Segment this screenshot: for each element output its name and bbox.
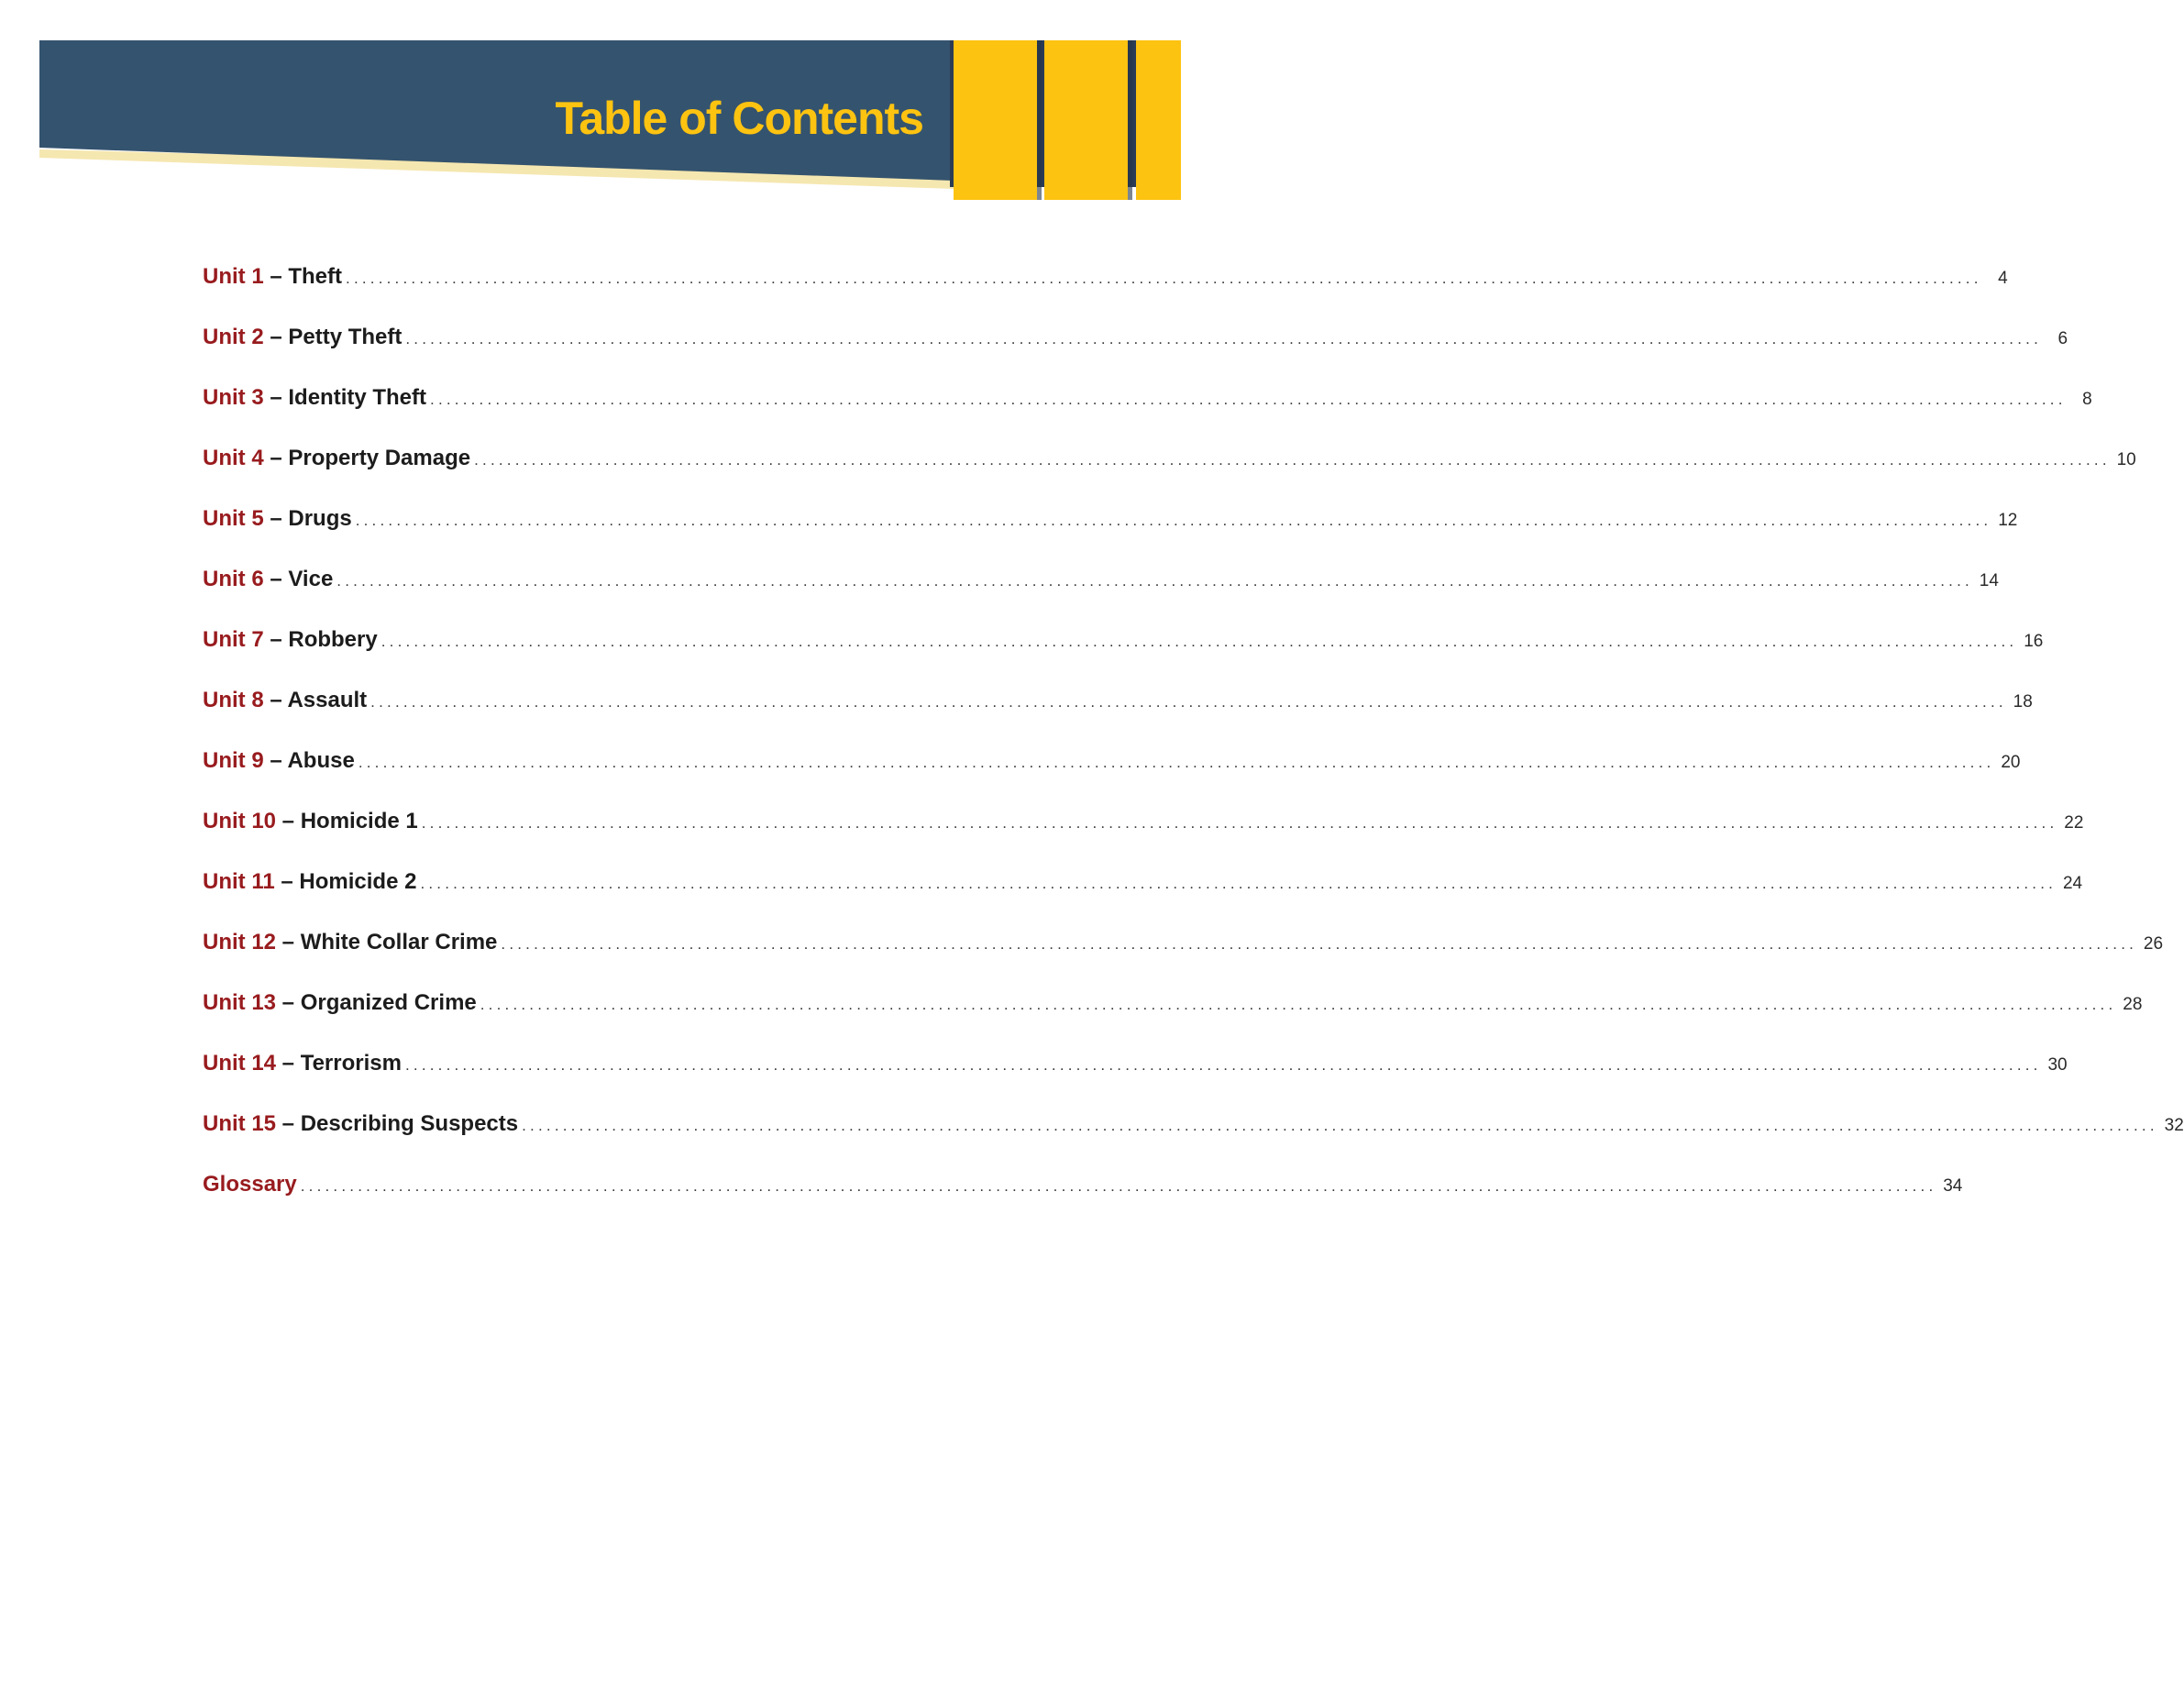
unit-title: White Collar Crime bbox=[300, 930, 498, 954]
separator-dash: – bbox=[276, 930, 301, 954]
unit-number: Unit 15 bbox=[203, 1111, 277, 1136]
unit-title: Terrorism bbox=[300, 1051, 402, 1076]
toc-entry-label bbox=[203, 325, 402, 350]
unit-number: Unit 14 bbox=[203, 1051, 277, 1076]
yellow-tab-1 bbox=[954, 40, 1037, 200]
page-number: 26 bbox=[2143, 934, 2164, 954]
toc-entry[interactable] bbox=[203, 869, 2083, 930]
separator-dash: – bbox=[263, 264, 289, 289]
toc-entry[interactable] bbox=[203, 990, 2143, 1051]
toc-entry-label bbox=[203, 385, 426, 411]
page-number: 12 bbox=[1998, 511, 2018, 530]
page-number: 10 bbox=[2116, 450, 2136, 469]
dot-leader: ........................................................................................................................................................................................................ bbox=[405, 330, 2043, 348]
toc-entry-label bbox=[203, 809, 418, 834]
toc-entry-label bbox=[203, 688, 367, 713]
page-number: 6 bbox=[2057, 329, 2068, 348]
unit-title: Robbery bbox=[288, 627, 378, 652]
unit-number: Unit 9 bbox=[203, 748, 264, 773]
separator-dash: – bbox=[276, 1051, 301, 1076]
unit-title: Property Damage bbox=[288, 446, 471, 470]
toc-entry-label bbox=[203, 446, 470, 471]
unit-number: Unit 2 bbox=[203, 325, 264, 349]
toc-entry-label bbox=[203, 748, 355, 774]
separator-dash: – bbox=[263, 506, 289, 531]
separator-dash: – bbox=[276, 990, 301, 1015]
page-number: 20 bbox=[2001, 753, 2021, 772]
toc-entry[interactable] bbox=[203, 930, 2164, 990]
toc-entry-label bbox=[203, 627, 378, 653]
unit-title: Theft bbox=[288, 264, 343, 289]
dot-leader: ........................................................................................................................................................................................................ bbox=[355, 512, 1992, 529]
unit-number: Unit 10 bbox=[203, 809, 277, 833]
toc-entry[interactable] bbox=[203, 1111, 2184, 1172]
toc-entry[interactable] bbox=[203, 1051, 2068, 1111]
unit-number: Unit 6 bbox=[203, 567, 264, 591]
unit-number: Unit 11 bbox=[203, 869, 275, 894]
unit-number: Glossary bbox=[203, 1172, 297, 1197]
dot-leader: ........................................................................................................................................................................................................ bbox=[300, 1177, 1937, 1195]
dot-leader: ........................................................................................................................................................................................................ bbox=[420, 875, 2057, 892]
dot-leader: ........................................................................................................................................................................................................ bbox=[346, 270, 1982, 287]
toc-entry[interactable] bbox=[203, 627, 2044, 688]
toc-entry-label bbox=[203, 1111, 518, 1137]
unit-number: Unit 12 bbox=[203, 930, 277, 954]
dot-leader: ........................................................................................................................................................................................................ bbox=[421, 814, 2058, 832]
dot-leader: ........................................................................................................................................................................................................ bbox=[474, 451, 2111, 469]
toc-entry-label bbox=[203, 264, 342, 290]
page-number: 8 bbox=[2082, 390, 2092, 409]
toc-entry[interactable] bbox=[203, 506, 2018, 567]
dot-leader: ........................................................................................................................................................................................................ bbox=[404, 1056, 2042, 1074]
separator-dash: – bbox=[263, 748, 288, 773]
separator-dash: – bbox=[263, 385, 289, 410]
unit-number: Unit 8 bbox=[203, 688, 264, 712]
toc-entry[interactable] bbox=[203, 385, 2092, 446]
unit-title: Describing Suspects bbox=[300, 1111, 519, 1136]
dot-leader: ........................................................................................................................................................................................................ bbox=[336, 572, 1973, 590]
page-number: 18 bbox=[2013, 692, 2033, 712]
toc-entry[interactable] bbox=[203, 1172, 1963, 1232]
unit-number: Unit 4 bbox=[203, 446, 264, 470]
page-number: 34 bbox=[1943, 1176, 1963, 1196]
page-number: 24 bbox=[2062, 874, 2083, 893]
tab-shadow-2 bbox=[1128, 40, 1132, 200]
dot-leader: ........................................................................................................................................................................................................ bbox=[430, 391, 2067, 408]
dot-leader: ........................................................................................................................................................................................................ bbox=[370, 693, 2007, 711]
toc-entry-label bbox=[203, 567, 333, 592]
toc-entry[interactable] bbox=[203, 688, 2033, 748]
yellow-tab-3 bbox=[1136, 40, 1181, 200]
table-of-contents bbox=[203, 264, 2184, 1232]
separator-dash: – bbox=[274, 869, 300, 894]
unit-title: Identity Theft bbox=[288, 385, 427, 410]
toc-entry-label bbox=[203, 869, 416, 895]
separator-dash: – bbox=[263, 627, 289, 652]
page-number: 32 bbox=[2164, 1116, 2184, 1135]
dot-leader: ........................................................................................................................................................................................................ bbox=[358, 754, 1995, 771]
toc-entry[interactable] bbox=[203, 748, 2021, 809]
unit-number: Unit 7 bbox=[203, 627, 264, 652]
dot-leader: ........................................................................................................................................................................................................ bbox=[501, 935, 2138, 953]
toc-entry-label bbox=[203, 1051, 402, 1076]
separator-dash: – bbox=[263, 446, 289, 470]
toc-entry[interactable] bbox=[203, 446, 2136, 506]
unit-title: Vice bbox=[288, 567, 334, 591]
toc-entry[interactable] bbox=[203, 264, 2008, 325]
page-number: 22 bbox=[2064, 813, 2084, 833]
dot-leader: ........................................................................................................................................................................................................ bbox=[480, 996, 2117, 1013]
unit-number: Unit 3 bbox=[203, 385, 264, 410]
separator-dash: – bbox=[276, 1111, 301, 1136]
unit-title: Assault bbox=[287, 688, 368, 712]
unit-title: Petty Theft bbox=[288, 325, 403, 349]
page-number: 14 bbox=[1979, 571, 1999, 590]
toc-entry-label bbox=[203, 1172, 297, 1197]
header-banner bbox=[0, 0, 1218, 211]
page-number: 16 bbox=[2024, 632, 2044, 651]
separator-dash: – bbox=[276, 809, 301, 833]
separator-dash: – bbox=[263, 688, 288, 712]
unit-number: Unit 5 bbox=[203, 506, 264, 531]
page-number: 30 bbox=[2047, 1055, 2068, 1075]
page-title: Table of Contents bbox=[555, 93, 923, 144]
page-number: 4 bbox=[1998, 269, 2008, 288]
toc-entry-label bbox=[203, 990, 477, 1016]
dot-leader: ........................................................................................................................................................................................................ bbox=[381, 633, 2018, 650]
toc-entry-label bbox=[203, 506, 352, 532]
yellow-tab-2 bbox=[1044, 40, 1128, 200]
unit-number: Unit 1 bbox=[203, 264, 264, 289]
toc-entry-label bbox=[203, 930, 497, 955]
toc-entry[interactable] bbox=[203, 567, 1999, 627]
dot-leader: ........................................................................................................................................................................................................ bbox=[522, 1117, 2158, 1134]
separator-dash: – bbox=[263, 567, 289, 591]
tab-shadow-1 bbox=[1037, 40, 1042, 200]
page-number: 28 bbox=[2123, 995, 2143, 1014]
separator-dash: – bbox=[263, 325, 289, 349]
unit-title: Drugs bbox=[288, 506, 352, 531]
unit-number: Unit 13 bbox=[203, 990, 277, 1015]
unit-title: Organized Crime bbox=[300, 990, 477, 1015]
unit-title: Homicide 2 bbox=[299, 869, 417, 894]
toc-entry[interactable] bbox=[203, 809, 2084, 869]
unit-title: Abuse bbox=[287, 748, 355, 773]
unit-title: Homicide 1 bbox=[300, 809, 418, 833]
toc-entry[interactable] bbox=[203, 325, 2068, 385]
